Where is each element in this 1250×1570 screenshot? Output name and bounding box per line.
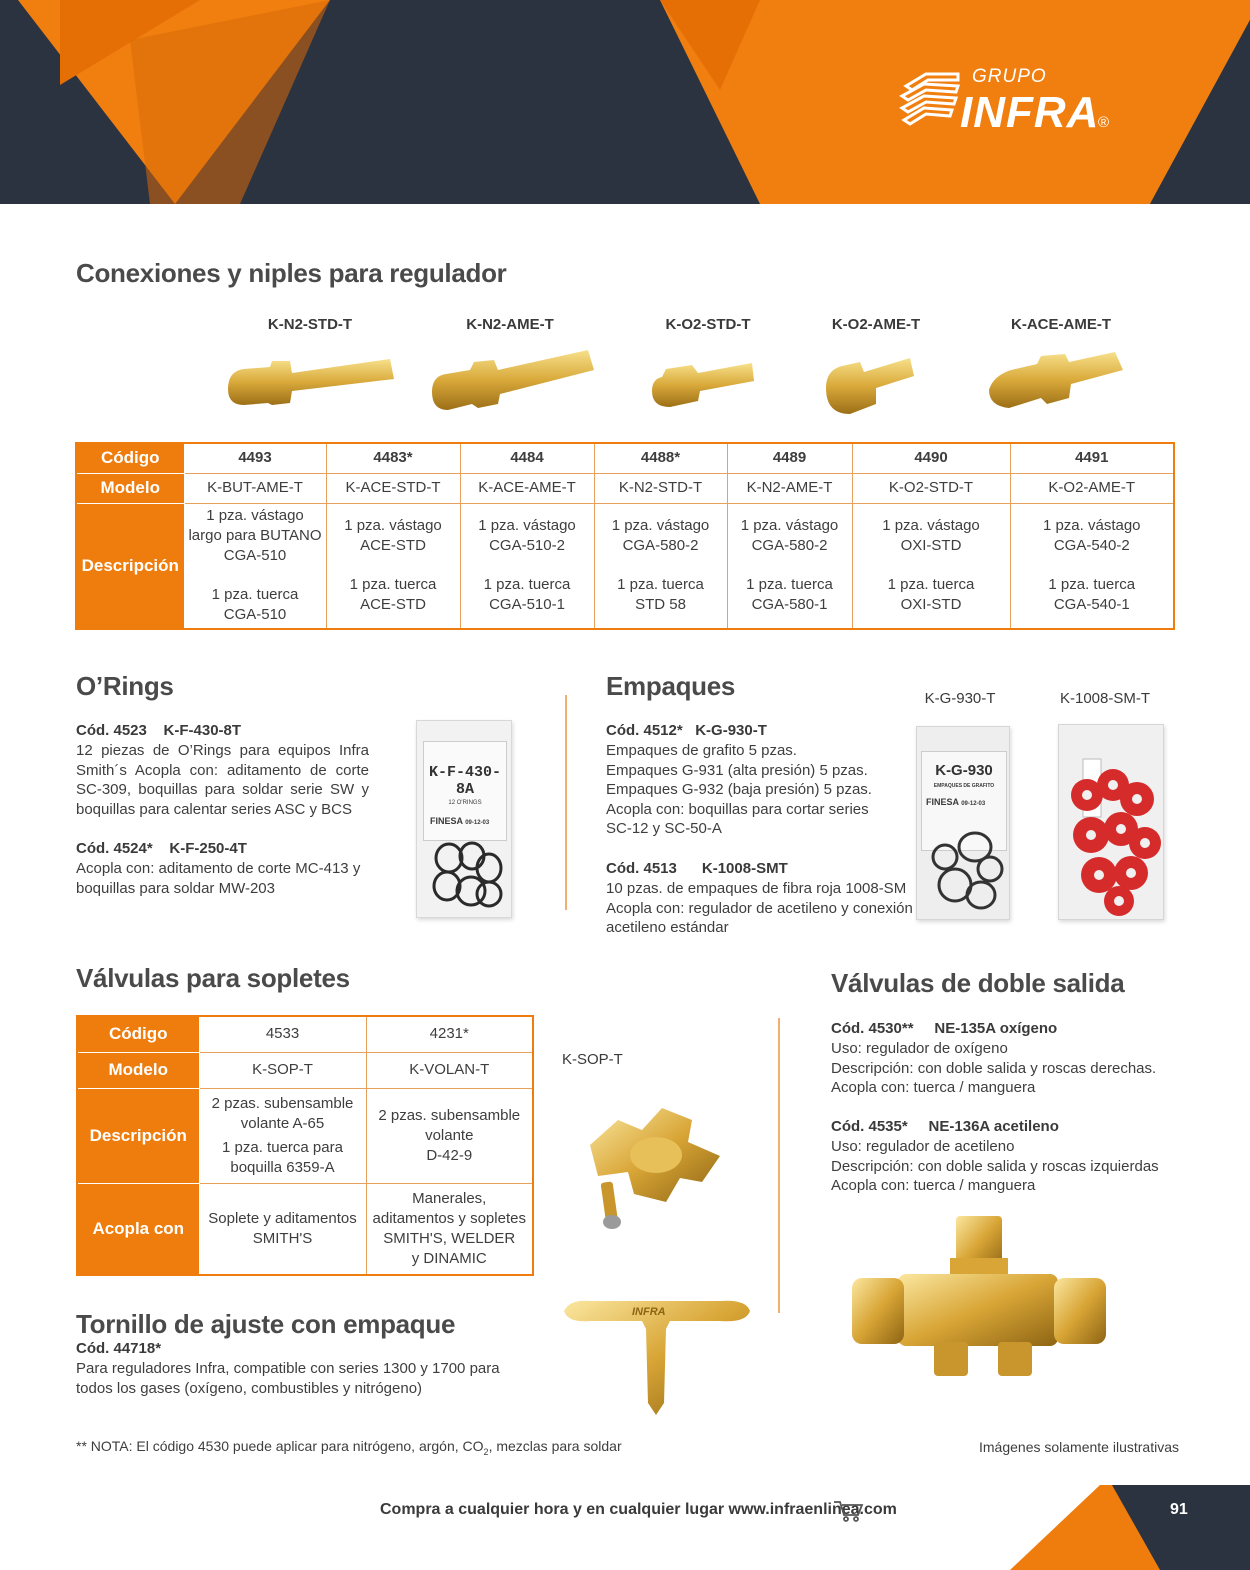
desc-line: OXI-STD	[900, 596, 962, 614]
text-line: Acopla con: tuerca / manguera	[831, 1079, 1036, 1097]
footer-text: Compra a cualquier hora y en cualquier lugar www.infraenlinea.com	[380, 1501, 897, 1518]
oring-model: K-F-250-4T	[169, 840, 247, 857]
column-divider	[565, 695, 567, 910]
fitting-image-ace-ame	[985, 340, 1130, 420]
acopla-line: aditamentos y sopletes	[372, 1209, 526, 1227]
brand-name: INFRA	[960, 88, 1100, 137]
text-line: Empaques G-931 (alta presión) 5 pzas.	[606, 761, 868, 779]
tornillo-code-text: Cód. 44718*	[76, 1340, 162, 1357]
row-header-descripcion: Descripción	[77, 1088, 199, 1183]
desc-line: 1 pza. vástago	[206, 507, 304, 525]
valvulas-table	[76, 1015, 534, 1276]
code-cell: 4484	[460, 443, 594, 473]
desc-line: 1 pza. vástago	[882, 517, 980, 535]
footer-shapes	[0, 1485, 1250, 1570]
row-header-descripcion: Descripción	[76, 503, 184, 629]
image-label: K-SOP-T	[562, 1051, 623, 1068]
desc-line: boquilla 6359-A	[230, 1158, 335, 1176]
product-label: K-N2-STD-T	[267, 316, 353, 333]
section-title-valvulas: Válvulas para sopletes	[76, 963, 350, 993]
page-number: 91	[1170, 1501, 1188, 1518]
column-divider	[778, 1018, 780, 1313]
desc-line: D-42-9	[426, 1146, 473, 1164]
model-cell: K-O2-STD-T	[852, 473, 1010, 503]
desc-line: 1 pza. tuerca	[211, 586, 299, 604]
footnote-sub: 2	[483, 1446, 489, 1457]
product-label: K-N2-AME-T	[466, 316, 554, 333]
model-cell: K-N2-AME-T	[727, 473, 852, 503]
doble-item-2-text	[831, 1137, 1159, 1196]
oring-item-2-text: Acopla con: aditamento de corte MC-413 y boquillas para soldar MW-203	[76, 860, 361, 897]
red-fiber-package-image	[1058, 724, 1164, 920]
package-name: K-G-930	[935, 762, 993, 779]
screw-stamp: INFRA	[632, 1306, 666, 1318]
row-header-codigo: Código	[76, 443, 184, 473]
desc-line: CGA-580-1	[751, 596, 828, 614]
desc-cell	[366, 1088, 533, 1183]
desc-cell	[199, 1088, 366, 1183]
desc-line: CGA-580-2	[622, 537, 699, 555]
oring-model: K-F-430-8T	[163, 722, 242, 739]
empaque-code: Cód. 4512*	[606, 722, 683, 739]
doble-code: Cód. 4535*	[831, 1118, 908, 1135]
code-cell: 4483*	[326, 443, 460, 473]
desc-line: STD 58	[635, 596, 686, 614]
conexiones-table	[75, 442, 1175, 630]
row-header-modelo: Modelo	[77, 1052, 199, 1088]
model-cell: K-ACE-AME-T	[460, 473, 594, 503]
page-footer	[0, 1485, 1250, 1570]
desc-cell	[1010, 503, 1174, 629]
desc-line: volante	[425, 1126, 474, 1144]
code-cell: 4488*	[594, 443, 727, 473]
empaque-item-1-text	[606, 741, 872, 839]
desc-line: ACE-STD	[360, 537, 426, 555]
oring-item-1-text: 12 piezas de O’Rings para equipos Infra Smith´s Acopla con: aditamento de corte SC-309, boquillas para soldar serie SW y boquillas para calentar series ASC y BCS	[76, 742, 369, 818]
empaque-item-1-head	[606, 721, 767, 741]
desc-line: 1 pza. vástago	[478, 517, 576, 535]
product-label: K-O2-STD-T	[665, 316, 751, 333]
acopla-cell	[366, 1183, 533, 1275]
doble-model: NE-135A oxígeno	[934, 1020, 1058, 1037]
desc-cell	[594, 503, 727, 629]
row-header-codigo: Código	[77, 1016, 199, 1052]
section-title-orings: O’Rings	[76, 671, 174, 701]
brand-reg: ®	[1098, 114, 1110, 131]
section-title-empaques: Empaques	[606, 671, 736, 701]
product-label: K-O2-AME-T	[831, 316, 921, 333]
empaque-model: K-G-930-T	[695, 722, 767, 739]
empaque-item-2-text	[606, 879, 913, 938]
double-outlet-valve-image	[848, 1212, 1113, 1384]
footnote-text: ** NOTA: El código 4530 puede aplicar para nitrógeno, argón, CO	[76, 1438, 484, 1454]
footnote-text-b: , mezclas para soldar	[488, 1438, 622, 1454]
desc-cell	[852, 503, 1010, 629]
desc-line: 1 pza. tuerca	[887, 576, 975, 594]
gaskets-icon	[925, 827, 1005, 917]
desc-cell	[727, 503, 852, 629]
empaque-code: Cód. 4513	[606, 860, 677, 877]
text-line: Descripción: con doble salida y roscas derechas.	[831, 1059, 1157, 1077]
desc-line: CGA-580-2	[751, 537, 828, 555]
desc-line: ACE-STD	[360, 596, 426, 614]
package-brand: FINESA	[926, 797, 959, 807]
doble-item-2-head	[831, 1117, 1059, 1137]
text-line: Acopla con: boquillas para cortar series	[606, 800, 869, 818]
desc-line: 1 pza. vástago	[344, 517, 442, 535]
fitting-image-n2-ame	[428, 340, 598, 420]
desc-line: 1 pza. tuerca	[617, 576, 704, 594]
package-card	[423, 741, 507, 841]
row-header-modelo: Modelo	[76, 473, 184, 503]
text-line: Acopla con: tuerca / manguera	[831, 1177, 1036, 1195]
infra-logo-icon	[896, 66, 968, 138]
code-cell: 4489	[727, 443, 852, 473]
doble-code: Cód. 4530**	[831, 1020, 914, 1037]
desc-cell	[460, 503, 594, 629]
acopla-line: Soplete y aditamentos	[208, 1209, 357, 1227]
doble-item-1-head	[831, 1019, 1057, 1039]
model-cell: K-O2-AME-T	[1010, 473, 1174, 503]
desc-line: 1 pza. tuerca para	[222, 1138, 343, 1156]
doble-item-1-text	[831, 1039, 1156, 1098]
product-label: K-ACE-AME-T	[1011, 316, 1111, 333]
code-cell: 4491	[1010, 443, 1174, 473]
model-cell: K-ACE-STD-T	[326, 473, 460, 503]
desc-line: CGA-510	[223, 547, 287, 565]
image-label: K-G-930-T	[924, 690, 996, 707]
package-date: 09-12-03	[961, 801, 986, 807]
image-label: K-1008-SM-T	[1059, 690, 1151, 707]
desc-line: CGA-510-1	[489, 596, 565, 614]
text-line: Acopla con: regulador de acetileno y conexión	[606, 899, 913, 917]
desc-line: 2 pzas. subensamble	[378, 1106, 521, 1124]
adjustment-screw-image	[560, 1293, 755, 1418]
fitting-image-n2-std	[222, 345, 397, 420]
text-line: 10 pzas. de empaques de fibra roja 1008-SM	[606, 880, 907, 897]
oring-item-1-head	[76, 721, 241, 741]
desc-line: 2 pzas. subensamble	[211, 1094, 354, 1112]
orings-icon	[427, 836, 507, 916]
footnote	[76, 1437, 622, 1462]
model-cell: K-N2-STD-T	[594, 473, 727, 503]
section-title-tornillo: Tornillo de ajuste con empaque	[76, 1309, 456, 1339]
model-cell: K-VOLAN-T	[366, 1052, 533, 1088]
code-cell: 4490	[852, 443, 1010, 473]
shopping-cart-icon	[832, 1499, 864, 1523]
model-cell: K-SOP-T	[199, 1052, 366, 1088]
graphite-package-image	[916, 726, 1010, 920]
tornillo-code	[76, 1339, 161, 1359]
disclaimer: Imágenes solamente ilustrativas	[979, 1439, 1179, 1455]
desc-line: OXI-STD	[900, 537, 962, 555]
doble-model: NE-136A acetileno	[928, 1118, 1059, 1135]
tornillo-text: Para reguladores Infra, compatible con series 1300 y 1700 para todos los gases (oxígeno, combustibles y nitrógeno)	[76, 1360, 500, 1397]
package-sub: EMPAQUES DE GRAFITO	[933, 783, 995, 789]
desc-cell	[184, 503, 326, 629]
fitting-image-o2-std	[648, 345, 758, 415]
desc-cell	[326, 503, 460, 629]
desc-line: CGA-540-2	[1053, 537, 1130, 555]
text-line: acetileno estándar	[606, 919, 729, 937]
desc-line: 1 pza. vástago	[740, 517, 839, 535]
desc-line: CGA-540-1	[1053, 596, 1130, 614]
text-line: SC-12 y SC-50-A	[606, 820, 722, 838]
oring-code: Cód. 4524*	[76, 840, 153, 857]
package-sub: 12 O'RINGS	[448, 800, 482, 806]
empaque-item-2-head	[606, 859, 788, 879]
package-brand: FINESA	[430, 816, 463, 826]
empaque-model: K-1008-SMT	[701, 860, 788, 877]
package-name: K-F-430-8A	[428, 764, 501, 798]
acopla-line: SMITH'S	[252, 1229, 313, 1247]
oring-code: Cód. 4523	[76, 722, 147, 739]
text-line: Descripción: con doble salida y roscas izquierdas	[831, 1157, 1159, 1175]
oring-item-2-head	[76, 839, 247, 859]
desc-line: 1 pza. tuerca	[1048, 576, 1136, 594]
valve-handle-image	[570, 1090, 735, 1240]
model-cell: K-BUT-AME-T	[184, 473, 326, 503]
package-date: 09-12-03	[465, 820, 490, 826]
desc-line: 1 pza. vástago	[611, 517, 710, 535]
desc-line: CGA-510	[223, 606, 287, 624]
text-line: Uso: regulador de acetileno	[831, 1138, 1015, 1155]
desc-line: 1 pza. tuerca	[483, 576, 571, 594]
desc-line: largo para BUTANO	[188, 527, 322, 545]
acopla-line: SMITH'S, WELDER	[383, 1229, 516, 1247]
section-title-doble: Válvulas de doble salida	[831, 968, 1125, 998]
red-gaskets-icon	[1059, 725, 1165, 921]
desc-line: volante A-65	[240, 1114, 325, 1132]
brand-grupo: GRUPO	[972, 66, 1047, 87]
fitting-image-o2-ame	[820, 340, 925, 420]
acopla-line: Manerales,	[412, 1189, 487, 1207]
code-cell: 4231*	[366, 1016, 533, 1052]
desc-line: CGA-510-2	[489, 537, 565, 555]
text-line: Uso: regulador de oxígeno	[831, 1040, 1008, 1057]
acopla-cell	[199, 1183, 366, 1275]
section-title-conexiones: Conexiones y niples para regulador	[76, 258, 507, 288]
code-cell: 4493	[184, 443, 326, 473]
row-header-acopla: Acopla con	[77, 1183, 199, 1275]
desc-line: 1 pza. tuerca	[746, 576, 833, 594]
desc-line: 1 pza. vástago	[1042, 517, 1141, 535]
page-header	[0, 0, 1250, 204]
oring-package-image	[416, 720, 512, 918]
text-line: Empaques G-932 (baja presión) 5 pzas.	[606, 781, 872, 799]
acopla-line: y DINAMIC	[411, 1249, 487, 1267]
text-line: Empaques de grafito 5 pzas.	[606, 742, 797, 759]
code-cell: 4533	[199, 1016, 366, 1052]
desc-line: 1 pza. tuerca	[349, 576, 437, 594]
